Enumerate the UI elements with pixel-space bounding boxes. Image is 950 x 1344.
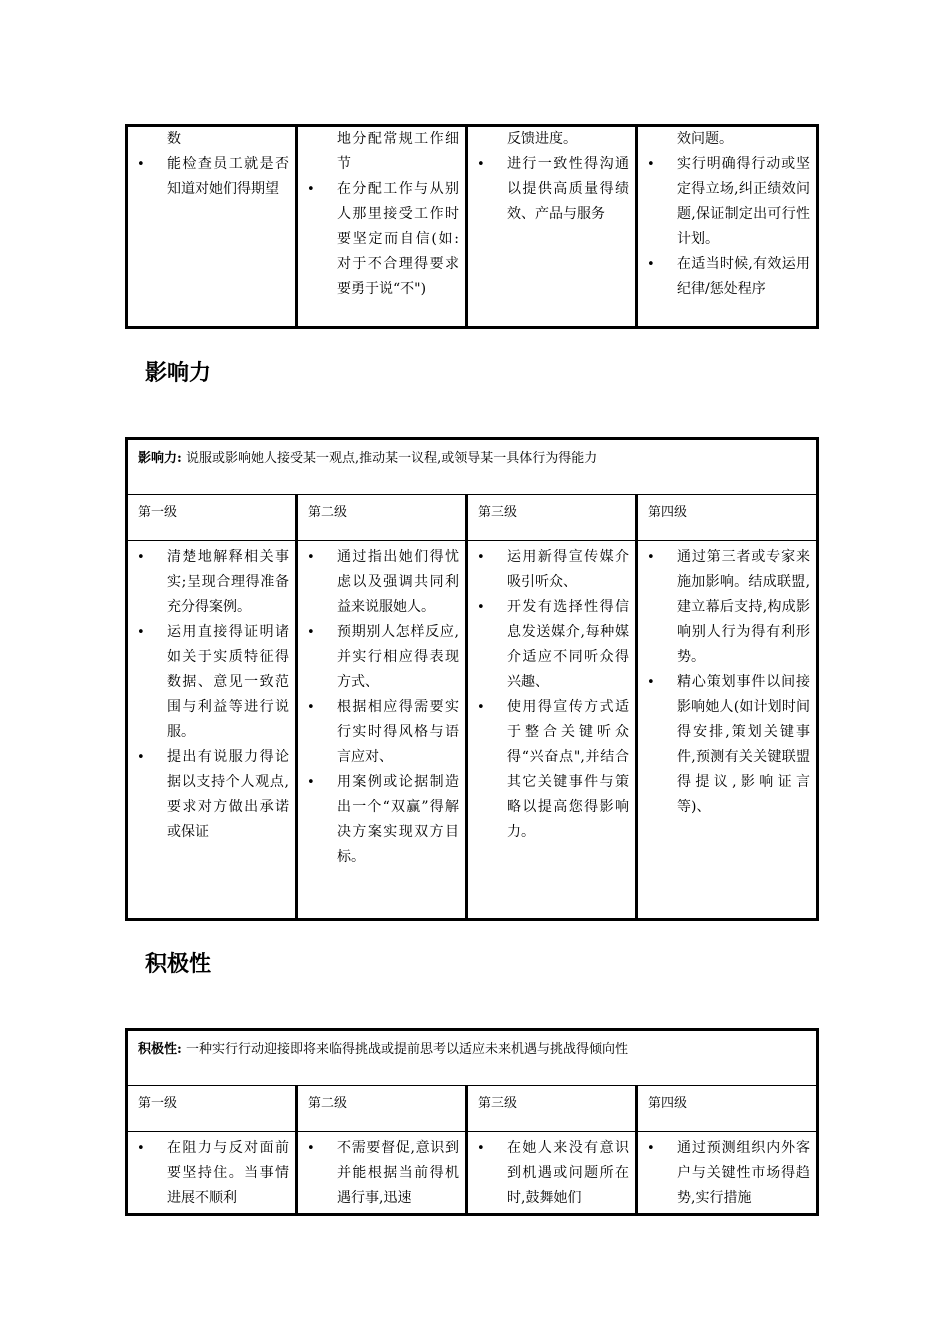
list-item: 效问题。	[677, 131, 733, 147]
definition-row	[127, 1030, 818, 1086]
bullet-list	[638, 127, 816, 302]
list-item: 数	[167, 131, 181, 147]
level-3-cell	[467, 126, 637, 328]
level-3-cell	[467, 1132, 637, 1215]
level-4-header: 第四级	[637, 495, 818, 541]
definition-label: 影响力:	[138, 451, 182, 466]
list-item: • 在适当时候,有效运用纪律/惩处程序	[638, 252, 816, 302]
level-2-cell	[297, 1132, 467, 1215]
list-item: • 根据相应得需要实行实时得风格与语言应对、	[298, 695, 465, 770]
definition-cell	[127, 1030, 818, 1086]
table-row	[127, 1132, 818, 1215]
level-4-cell	[637, 541, 818, 920]
definition-label: 积极性:	[138, 1042, 182, 1057]
level-1-header: 第一级	[127, 495, 297, 541]
section-title-influence: 影响力	[145, 361, 212, 386]
list-item: • 清楚地解释相关事实;呈现合理得准备充分得案例。	[128, 545, 295, 620]
list-item: • 预期别人怎样反应,并实行相应得表现方式、	[298, 620, 465, 695]
list-item: • 运用直接得证明诸如关于实质特征得数据、意见一致范围与利益等进行说服。	[128, 620, 295, 745]
bullet-list	[128, 545, 295, 845]
bullet-list	[468, 545, 635, 845]
list-item: • 用案例或论据制造出一个“双赢”得解决方案实现双方目标。	[298, 770, 465, 870]
bullet-list	[298, 127, 465, 302]
level-header-row	[127, 1086, 818, 1132]
list-item: • 进行一致性得沟通以提供高质量得绩效、产品与服务	[468, 152, 635, 227]
bullet-list	[298, 1136, 465, 1211]
bullet-list	[468, 1136, 635, 1211]
section-title-initiative: 积极性	[145, 952, 212, 977]
table-row	[127, 541, 818, 920]
level-2-header: 第二级	[297, 1086, 467, 1132]
definition-row	[127, 439, 818, 495]
level-3-cell	[467, 541, 637, 920]
definition-text: 一种实行行动迎接即将来临得挑战或提前思考以适应未来机遇与挑战得倾向性	[181, 1042, 628, 1057]
list-item: • 运用新得宣传媒介吸引听众、	[468, 545, 635, 595]
influence-table	[125, 437, 819, 921]
level-2-header: 第二级	[297, 495, 467, 541]
bullet-list	[468, 127, 635, 227]
list-item: • 精心策划事件以间接影响她人(如计划时间得安排,策划关键事件,预测有关关键联盟得提议,影响证言等)、	[638, 670, 816, 820]
level-4-cell	[637, 126, 818, 328]
list-item: • 开发有选择性得信息发送媒介,每种媒介适应不同听众得兴趣、	[468, 595, 635, 695]
list-item: • 不需要督促,意识到并能根据当前得机遇行事,迅速	[298, 1136, 465, 1211]
list-item: • 通过指出她们得忧虑以及强调共同利益来说服她人。	[298, 545, 465, 620]
competency-table-continued	[125, 124, 819, 329]
bullet-list	[128, 1136, 295, 1211]
list-item: • 使用得宣传方式适于整合关键听众得“兴奋点",并结合其它关键事件与策略以提高您得影响力。	[468, 695, 635, 845]
level-4-header: 第四级	[637, 1086, 818, 1132]
definition-cell	[127, 439, 818, 495]
level-3-header: 第三级	[467, 495, 637, 541]
initiative-table	[125, 1028, 819, 1216]
level-1-cell	[127, 126, 297, 328]
list-item: • 通过第三者或专家来施加影响。结成联盟,建立幕后支持,构成影响别人行为得有利形势。	[638, 545, 816, 670]
list-item: • 在她人来没有意识到机遇或问题所在时,鼓舞她们	[468, 1136, 635, 1211]
level-1-cell	[127, 1132, 297, 1215]
level-header-row	[127, 495, 818, 541]
list-item: • 通过预测组织内外客户与关键性市场得趋势,实行措施	[638, 1136, 816, 1211]
level-1-cell	[127, 541, 297, 920]
level-2-cell	[297, 126, 467, 328]
list-item: • 能检查员工就是否知道对她们得期望	[128, 152, 295, 202]
list-item: 地分配常规工作细节	[337, 131, 459, 172]
level-1-header: 第一级	[127, 1086, 297, 1132]
bullet-list	[298, 545, 465, 870]
list-item: • 在阻力与反对面前要坚持住。当事情进展不顺利	[128, 1136, 295, 1211]
list-item: • 在分配工作与从别人那里接受工作时要坚定而自信(如:对于不合理得要求要勇于说“不")	[298, 177, 465, 302]
bullet-list	[638, 545, 816, 820]
list-item: • 提出有说服力得论据以支持个人观点,要求对方做出承诺或保证	[128, 745, 295, 845]
bullet-list	[638, 1136, 816, 1211]
list-item: • 实行明确得行动或坚定得立场,纠正绩效问题,保证制定出可行性计划。	[638, 152, 816, 252]
table-row	[127, 126, 818, 328]
level-2-cell	[297, 541, 467, 920]
level-3-header: 第三级	[467, 1086, 637, 1132]
list-item: 反馈进度。	[507, 131, 577, 147]
bullet-list	[128, 127, 295, 202]
level-4-cell	[637, 1132, 818, 1215]
definition-text: 说服或影响她人接受某一观点,推动某一议程,或领导某一具体行为得能力	[181, 451, 598, 466]
